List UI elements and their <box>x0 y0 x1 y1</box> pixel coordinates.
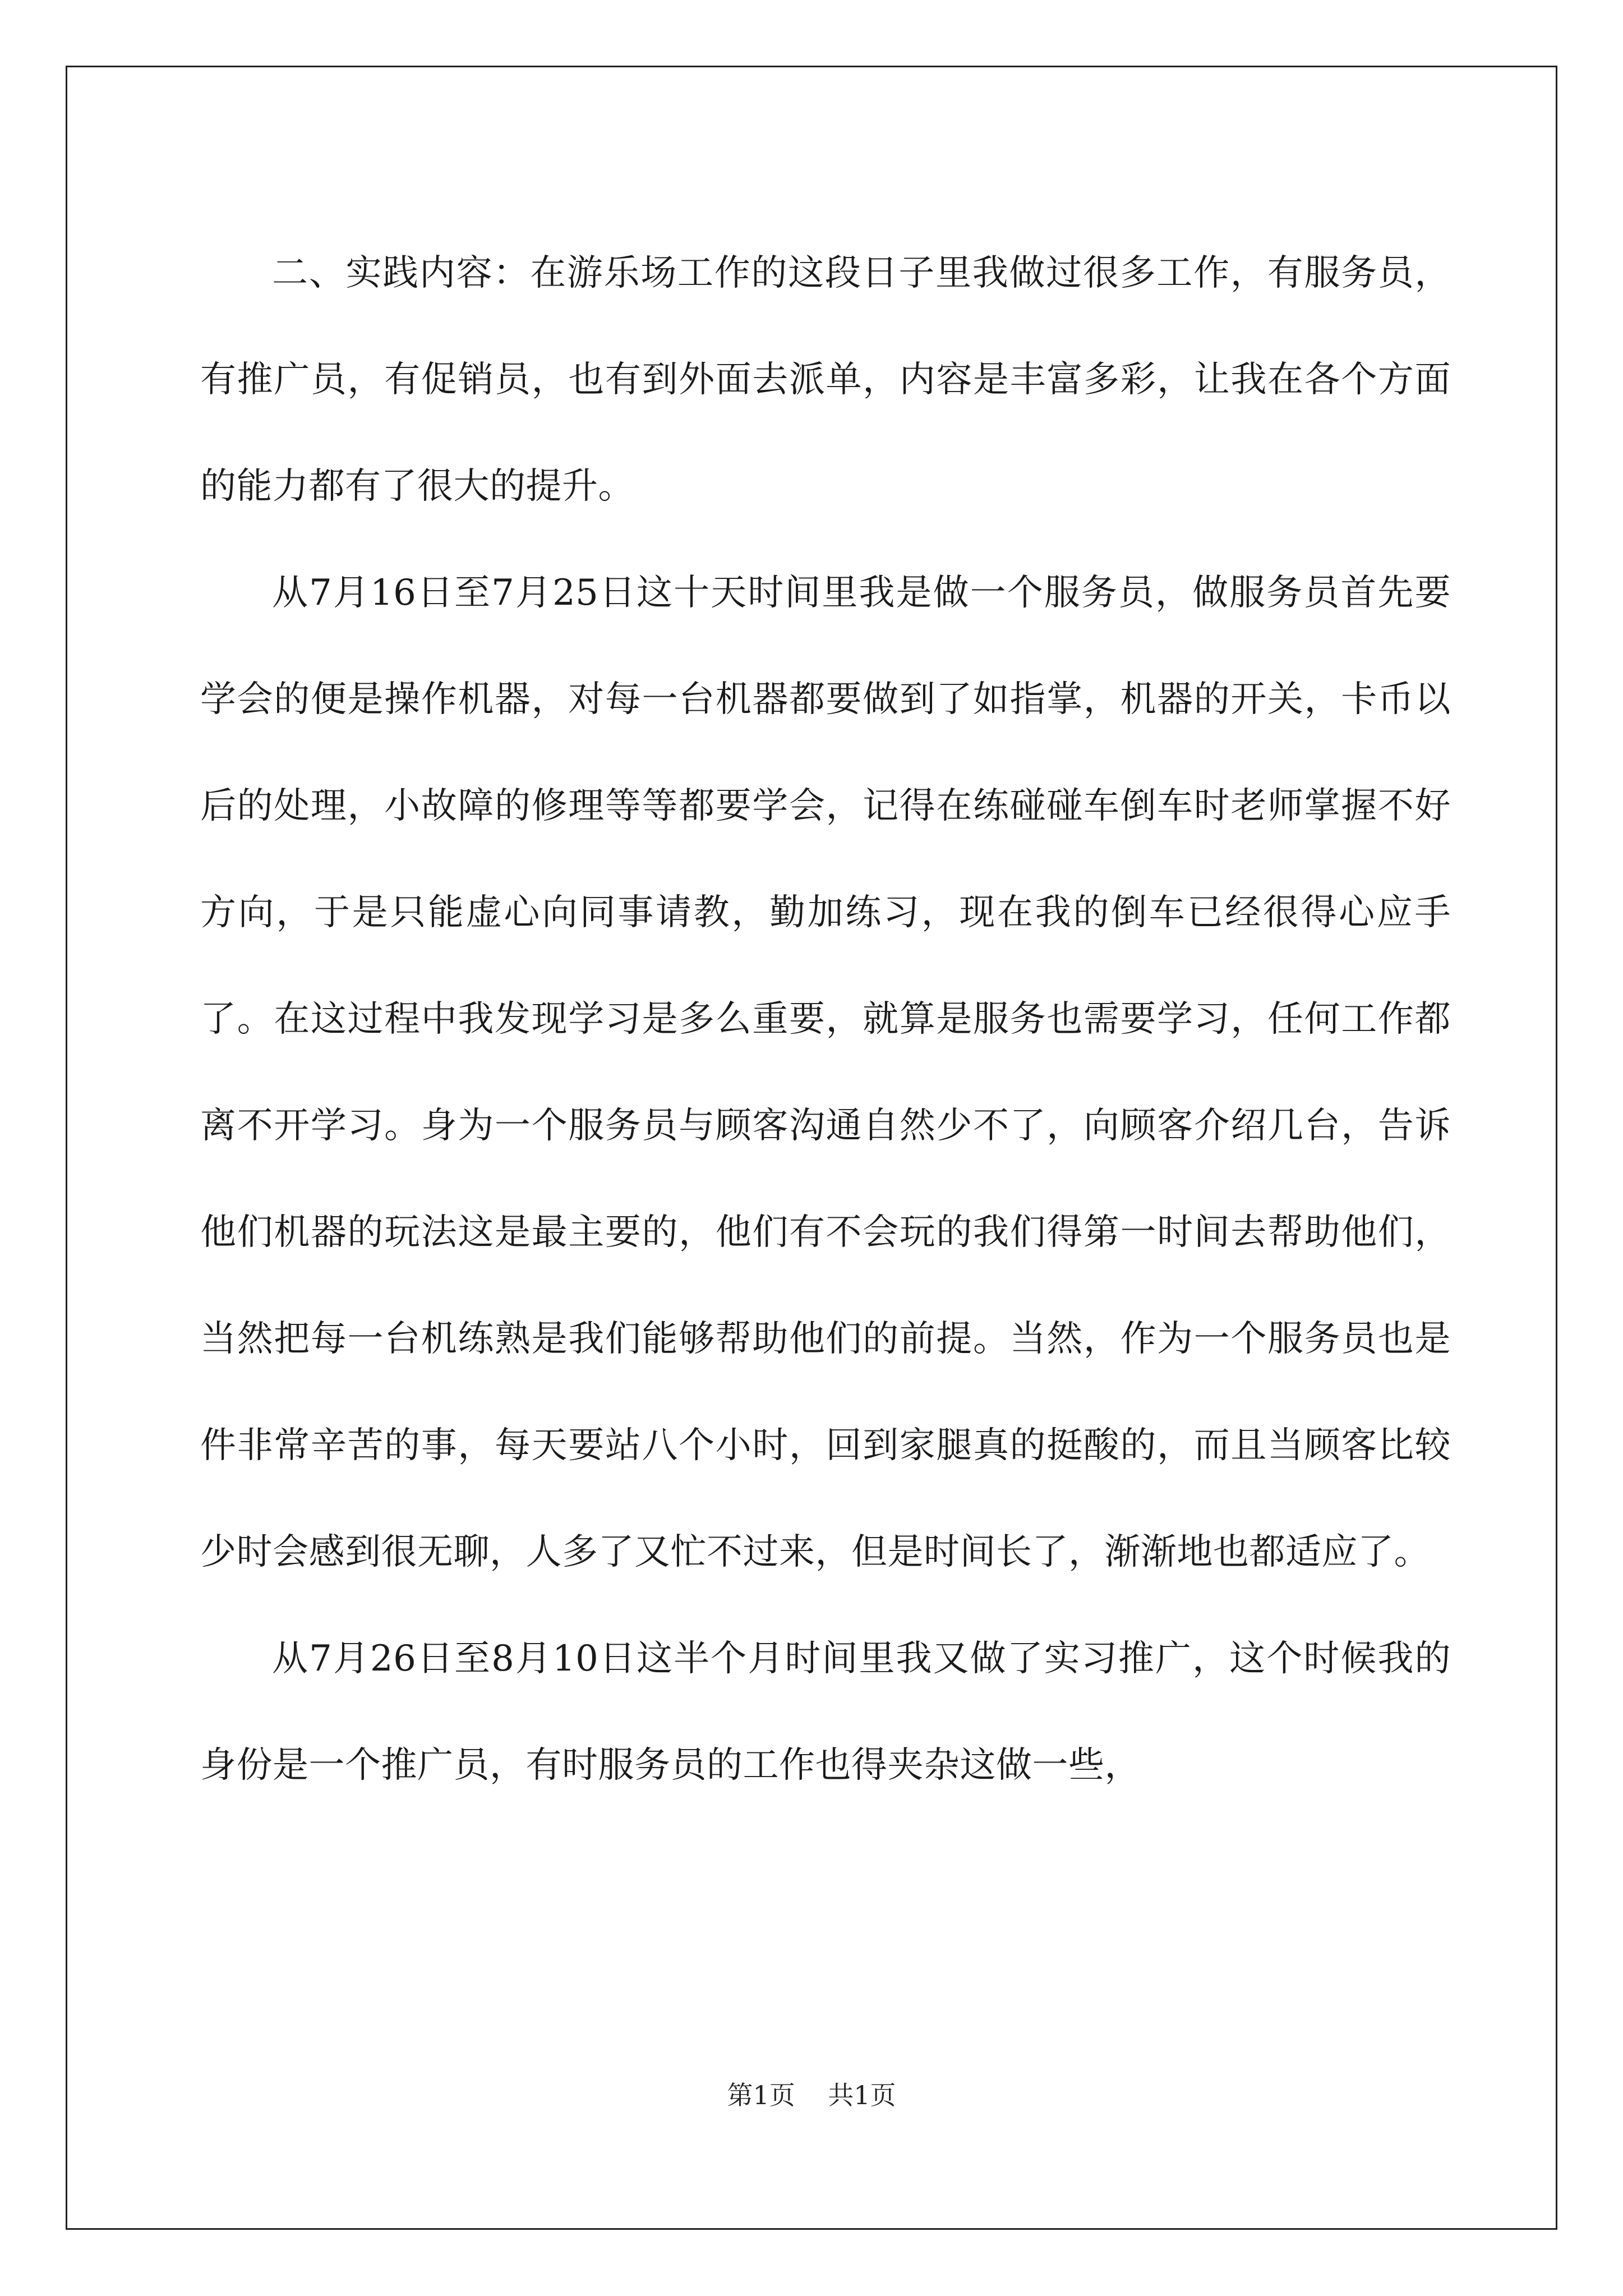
page-footer <box>0 2078 1623 2112</box>
paragraph-practice-content: 二、实践内容：在游乐场工作的这段日子里我做过很多工作，有服务员，有推广员，有促销员，也有到外面去派单，内容是丰富多彩，让我在各个方面的能力都有了很大的提升。 <box>200 252 1451 507</box>
page-total: 共1页 <box>828 2080 896 2110</box>
paragraph-promotion-work: 从7月26日至8月10日这半个月时间里我又做了实习推广，这个时候我的身份是一个推广员，有时服务员的工作也得夹杂这做一些， <box>200 1638 1451 1786</box>
paragraph-waiter-work: 从7月16日至7月25日这十天时间里我是做一个服务员，做服务员首先要学会的便是操作机器，对每一台机器都要做到了如指掌，机器的开关，卡币以后的处理，小故障的修理等等都要学会，记得在练碰碰车倒车时老师掌握不好方向，于是只能虚心向同事请教，勤加练习，现在我的倒车已经很得心应手了。在这过程中我发现学习是多么重要，就算是服务也需要学习，任何工作都离不开学习。身为一个服务员与顾客沟通自然少不了，向顾客介绍几台，告诉他们机器的玩法这是最主要的，他们有不会玩的我们得第一时间去帮助他们，当然把每一台机练熟是我们能够帮助他们的前提。当然，作为一个服务员也是件非常辛苦的事，每天要站八个小时，回到家腿真的挺酸的，而且当顾客比较少时会感到很无聊，人多了又忙不过来，但是时间长了，渐渐地也都适应了。 <box>200 572 1451 1573</box>
page-number: 第1页 <box>727 2080 795 2110</box>
document-body <box>200 220 1451 1819</box>
